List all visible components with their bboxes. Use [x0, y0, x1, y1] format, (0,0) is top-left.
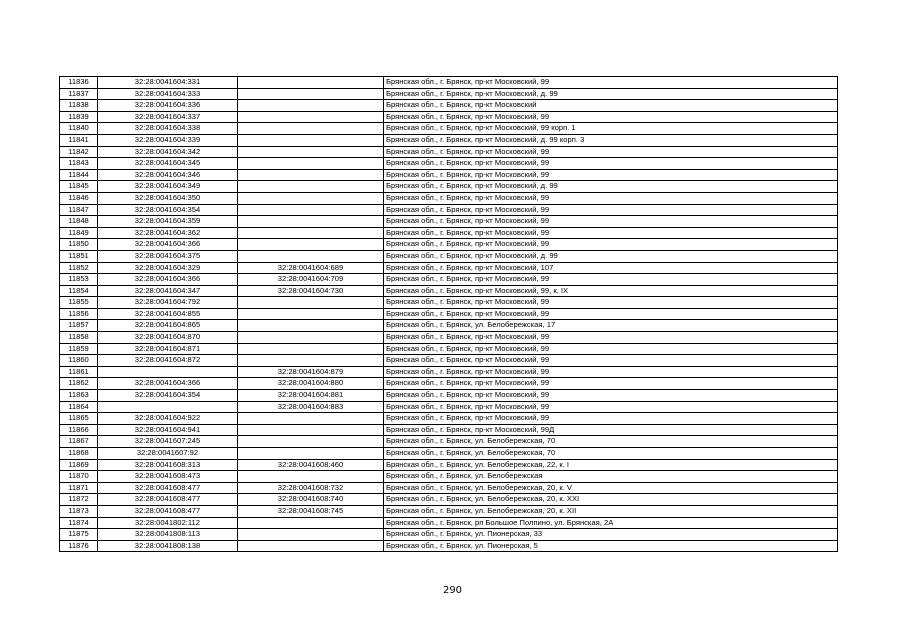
- table-row: [60, 482, 838, 494]
- address-cell: Брянская обл., г. Брянск, пр-кт Московский, 99Д: [384, 424, 838, 436]
- table-row: [60, 529, 838, 541]
- cadastral-number-cell: 32:28:0041604:362: [98, 227, 238, 239]
- related-cadastral-number-cell: [238, 436, 384, 448]
- related-cadastral-number-cell: [238, 517, 384, 529]
- cadastral-number-cell: 32:28:0041604:366: [98, 378, 238, 390]
- related-cadastral-number-cell: [238, 169, 384, 181]
- table-row: [60, 459, 838, 471]
- related-cadastral-number-cell: [238, 239, 384, 251]
- address-cell: Брянская обл., г. Брянск, ул. Белобережская, 17: [384, 320, 838, 332]
- cadastral-number-cell: 32:28:0041608:477: [98, 494, 238, 506]
- table-row: [60, 505, 838, 517]
- cadastral-number-cell: 32:28:0041604:345: [98, 158, 238, 170]
- address-cell: Брянская обл., г. Брянск, пр-кт Московский, 99: [384, 146, 838, 158]
- table-row: [60, 517, 838, 529]
- address-cell: Брянская обл., г. Брянск, пр-кт Московский, д. 99: [384, 88, 838, 100]
- table-row: [60, 181, 838, 193]
- cadastral-number-cell: 32:28:0041608:477: [98, 505, 238, 517]
- related-cadastral-number-cell: 32:28:0041608:460: [238, 459, 384, 471]
- cadastral-number-cell: 32:28:0041604:941: [98, 424, 238, 436]
- address-cell: Брянская обл., г. Брянск, пр-кт Московский, 107: [384, 262, 838, 274]
- page-number: 290: [442, 585, 463, 596]
- cadastral-number-cell: 32:28:0041604:855: [98, 308, 238, 320]
- row-number-cell: 11863: [60, 390, 98, 402]
- row-number-cell: 11838: [60, 100, 98, 112]
- row-number-cell: 11845: [60, 181, 98, 193]
- address-cell: Брянская обл., г. Брянск, пр-кт Московский, 99 корп. 1: [384, 123, 838, 135]
- table-row: [60, 262, 838, 274]
- table-row: [60, 471, 838, 483]
- related-cadastral-number-cell: [238, 424, 384, 436]
- cadastral-number-cell: 32:28:0041808:113: [98, 529, 238, 541]
- related-cadastral-number-cell: [238, 158, 384, 170]
- row-number-cell: 11842: [60, 146, 98, 158]
- row-number-cell: 11864: [60, 401, 98, 413]
- related-cadastral-number-cell: [238, 529, 384, 541]
- row-number-cell: 11857: [60, 320, 98, 332]
- related-cadastral-number-cell: 32:28:0041604:709: [238, 274, 384, 286]
- cadastral-number-cell: 32:28:0041604:870: [98, 332, 238, 344]
- row-number-cell: 11865: [60, 413, 98, 425]
- cadastral-number-cell: 32:28:0041604:375: [98, 250, 238, 262]
- related-cadastral-number-cell: [238, 88, 384, 100]
- related-cadastral-number-cell: [238, 250, 384, 262]
- related-cadastral-number-cell: [238, 204, 384, 216]
- table-row: [60, 88, 838, 100]
- row-number-cell: 11851: [60, 250, 98, 262]
- address-cell: Брянская обл., г. Брянск, пр-кт Московский, 99: [384, 390, 838, 402]
- related-cadastral-number-cell: 32:28:0041608:745: [238, 505, 384, 517]
- related-cadastral-number-cell: [238, 227, 384, 239]
- address-cell: Брянская обл., г. Брянск, пр-кт Московский, 99: [384, 274, 838, 286]
- row-number-cell: 11854: [60, 285, 98, 297]
- table-row: [60, 332, 838, 344]
- table-row: [60, 424, 838, 436]
- row-number-cell: 11841: [60, 134, 98, 146]
- table-row: [60, 285, 838, 297]
- cadastral-number-cell: 32:28:0041604:872: [98, 355, 238, 367]
- related-cadastral-number-cell: [238, 540, 384, 552]
- cadastral-number-cell: 32:28:0041802:112: [98, 517, 238, 529]
- address-cell: Брянская обл., г. Брянск, пр-кт Московский, 99: [384, 158, 838, 170]
- related-cadastral-number-cell: [238, 216, 384, 228]
- table-row: [60, 494, 838, 506]
- address-cell: Брянская обл., г. Брянск, пр-кт Московский, 99: [384, 227, 838, 239]
- related-cadastral-number-cell: [238, 297, 384, 309]
- table-row: [60, 134, 838, 146]
- row-number-cell: 11850: [60, 239, 98, 251]
- address-cell: Брянская обл., г. Брянск, ул. Белобережская, 70: [384, 448, 838, 460]
- table-row: [60, 540, 838, 552]
- address-cell: Брянская обл., г. Брянск, ул. Белобережская, 70: [384, 436, 838, 448]
- table-row: [60, 448, 838, 460]
- cadastral-number-cell: 32:28:0041604:350: [98, 192, 238, 204]
- address-cell: Брянская обл., г. Брянск, пр-кт Московский: [384, 100, 838, 112]
- cadastral-number-cell: [98, 366, 238, 378]
- cadastral-number-cell: 32:28:0041604:922: [98, 413, 238, 425]
- address-cell: Брянская обл., г. Брянск, пр-кт Московский, д. 99 корп. 3: [384, 134, 838, 146]
- row-number-cell: 11844: [60, 169, 98, 181]
- row-number-cell: 11867: [60, 436, 98, 448]
- table-row: [60, 436, 838, 448]
- address-cell: Брянская обл., г. Брянск, ул. Белобережская, 22, к. I: [384, 459, 838, 471]
- related-cadastral-number-cell: [238, 77, 384, 89]
- row-number-cell: 11849: [60, 227, 98, 239]
- table-row: [60, 204, 838, 216]
- table-row: [60, 192, 838, 204]
- table-row: [60, 239, 838, 251]
- cadastral-number-cell: 32:28:0041604:354: [98, 390, 238, 402]
- related-cadastral-number-cell: [238, 192, 384, 204]
- address-cell: Брянская обл., г. Брянск, ул. Пионерская, 5: [384, 540, 838, 552]
- cadastral-number-cell: 32:28:0041604:337: [98, 111, 238, 123]
- row-number-cell: 11869: [60, 459, 98, 471]
- row-number-cell: 11839: [60, 111, 98, 123]
- cadastral-number-cell: 32:28:0041608:473: [98, 471, 238, 483]
- row-number-cell: 11862: [60, 378, 98, 390]
- related-cadastral-number-cell: [238, 332, 384, 344]
- row-number-cell: 11871: [60, 482, 98, 494]
- row-number-cell: 11837: [60, 88, 98, 100]
- address-cell: Брянская обл., г. Брянск, пр-кт Московский, 99: [384, 297, 838, 309]
- related-cadastral-number-cell: 32:28:0041608:732: [238, 482, 384, 494]
- related-cadastral-number-cell: 32:28:0041604:881: [238, 390, 384, 402]
- cadastral-number-cell: 32:28:0041808:138: [98, 540, 238, 552]
- row-number-cell: 11872: [60, 494, 98, 506]
- address-cell: Брянская обл., г. Брянск, пр-кт Московский, д. 99: [384, 181, 838, 193]
- row-number-cell: 11866: [60, 424, 98, 436]
- cadastral-number-cell: 32:28:0041607:92: [98, 448, 238, 460]
- address-cell: Брянская обл., г. Брянск, ул. Белобережская: [384, 471, 838, 483]
- row-number-cell: 11856: [60, 308, 98, 320]
- row-number-cell: 11876: [60, 540, 98, 552]
- related-cadastral-number-cell: [238, 355, 384, 367]
- address-cell: Брянская обл., г. Брянск, пр-кт Московский, 99: [384, 308, 838, 320]
- related-cadastral-number-cell: [238, 134, 384, 146]
- row-number-cell: 11843: [60, 158, 98, 170]
- table-row: [60, 123, 838, 135]
- address-cell: Брянская обл., г. Брянск, пр-кт Московский, 99: [384, 239, 838, 251]
- table-row: [60, 146, 838, 158]
- cadastral-number-cell: 32:28:0041604:338: [98, 123, 238, 135]
- cadastral-number-cell: 32:28:0041604:865: [98, 320, 238, 332]
- cadastral-number-cell: 32:28:0041604:329: [98, 262, 238, 274]
- related-cadastral-number-cell: [238, 146, 384, 158]
- table-row: [60, 250, 838, 262]
- related-cadastral-number-cell: 32:28:0041608:740: [238, 494, 384, 506]
- address-cell: Брянская обл., г. Брянск, пр-кт Московский, 99: [384, 204, 838, 216]
- related-cadastral-number-cell: 32:28:0041604:880: [238, 378, 384, 390]
- row-number-cell: 11840: [60, 123, 98, 135]
- row-number-cell: 11859: [60, 343, 98, 355]
- address-cell: Брянская обл., г. Брянск, ул. Белобережская, 20, к. XII: [384, 505, 838, 517]
- cadastral-number-cell: 32:28:0041604:871: [98, 343, 238, 355]
- address-cell: Брянская обл., г. Брянск, пр-кт Московский, 99: [384, 355, 838, 367]
- address-cell: Брянская обл., г. Брянск, пр-кт Московский, 99: [384, 169, 838, 181]
- row-number-cell: 11846: [60, 192, 98, 204]
- row-number-cell: 11847: [60, 204, 98, 216]
- address-cell: Брянская обл., г. Брянск, ул. Белобережская, 20, к. V: [384, 482, 838, 494]
- related-cadastral-number-cell: 32:28:0041604:879: [238, 366, 384, 378]
- cadastral-number-cell: 32:28:0041604:354: [98, 204, 238, 216]
- related-cadastral-number-cell: [238, 413, 384, 425]
- cadastral-number-cell: 32:28:0041604:333: [98, 88, 238, 100]
- cadastral-number-cell: 32:28:0041604:347: [98, 285, 238, 297]
- related-cadastral-number-cell: [238, 308, 384, 320]
- related-cadastral-number-cell: [238, 320, 384, 332]
- address-cell: Брянская обл., г. Брянск, ул. Белобережская, 20, к. XXI: [384, 494, 838, 506]
- address-cell: Брянская обл., г. Брянск, пр-кт Московский, 99: [384, 192, 838, 204]
- cadastral-number-cell: 32:28:0041604:366: [98, 274, 238, 286]
- table-row: [60, 100, 838, 112]
- table-row: [60, 274, 838, 286]
- cadastral-number-cell: 32:28:0041604:331: [98, 77, 238, 89]
- related-cadastral-number-cell: [238, 100, 384, 112]
- related-cadastral-number-cell: 32:28:0041604:689: [238, 262, 384, 274]
- row-number-cell: 11861: [60, 366, 98, 378]
- cadastral-number-cell: 32:28:0041604:342: [98, 146, 238, 158]
- address-cell: Брянская обл., г. Брянск, пр-кт Московский, 99: [384, 401, 838, 413]
- table-row: [60, 77, 838, 89]
- table-row: [60, 216, 838, 228]
- table-row: [60, 343, 838, 355]
- address-cell: Брянская обл., г. Брянск, пр-кт Московский, 99, к. IX: [384, 285, 838, 297]
- address-cell: Брянская обл., г. Брянск, пр-кт Московский, 99: [384, 343, 838, 355]
- related-cadastral-number-cell: [238, 111, 384, 123]
- row-number-cell: 11852: [60, 262, 98, 274]
- row-number-cell: 11868: [60, 448, 98, 460]
- address-cell: Брянская обл., г. Брянск, пр-кт Московский, д. 99: [384, 250, 838, 262]
- row-number-cell: 11858: [60, 332, 98, 344]
- row-number-cell: 11860: [60, 355, 98, 367]
- address-cell: Брянская обл., г. Брянск, пр-кт Московский, 99: [384, 413, 838, 425]
- row-number-cell: 11848: [60, 216, 98, 228]
- cadastral-number-cell: 32:28:0041604:336: [98, 100, 238, 112]
- row-number-cell: 11873: [60, 505, 98, 517]
- cadastral-number-cell: 32:28:0041604:346: [98, 169, 238, 181]
- cadastral-table: [59, 76, 838, 552]
- table-row: [60, 227, 838, 239]
- related-cadastral-number-cell: [238, 448, 384, 460]
- address-cell: Брянская обл., г. Брянск, пр-кт Московский, 99: [384, 77, 838, 89]
- address-cell: Брянская обл., г. Брянск, пр-кт Московский, 99: [384, 111, 838, 123]
- cadastral-number-cell: [98, 401, 238, 413]
- table-row: [60, 390, 838, 402]
- cadastral-number-cell: 32:28:0041607:245: [98, 436, 238, 448]
- related-cadastral-number-cell: [238, 181, 384, 193]
- cadastral-number-cell: 32:28:0041604:792: [98, 297, 238, 309]
- table-row: [60, 401, 838, 413]
- table-row: [60, 111, 838, 123]
- cadastral-number-cell: 32:28:0041604:339: [98, 134, 238, 146]
- cadastral-table-body: [60, 77, 838, 552]
- related-cadastral-number-cell: [238, 471, 384, 483]
- address-cell: Брянская обл., г. Брянск, рп Большое Полпино, ул. Брянская, 2А: [384, 517, 838, 529]
- cadastral-number-cell: 32:28:0041608:477: [98, 482, 238, 494]
- related-cadastral-number-cell: 32:28:0041604:730: [238, 285, 384, 297]
- table-row: [60, 158, 838, 170]
- table-row: [60, 413, 838, 425]
- row-number-cell: 11855: [60, 297, 98, 309]
- related-cadastral-number-cell: 32:28:0041604:883: [238, 401, 384, 413]
- cadastral-number-cell: 32:28:0041604:366: [98, 239, 238, 251]
- table-row: [60, 169, 838, 181]
- table-row: [60, 378, 838, 390]
- cadastral-number-cell: 32:28:0041604:359: [98, 216, 238, 228]
- row-number-cell: 11874: [60, 517, 98, 529]
- row-number-cell: 11836: [60, 77, 98, 89]
- address-cell: Брянская обл., г. Брянск, пр-кт Московский, 99: [384, 366, 838, 378]
- address-cell: Брянская обл., г. Брянск, пр-кт Московский, 99: [384, 378, 838, 390]
- table-row: [60, 366, 838, 378]
- related-cadastral-number-cell: [238, 123, 384, 135]
- row-number-cell: 11875: [60, 529, 98, 541]
- table-row: [60, 355, 838, 367]
- table-row: [60, 308, 838, 320]
- row-number-cell: 11853: [60, 274, 98, 286]
- cadastral-number-cell: 32:28:0041608:313: [98, 459, 238, 471]
- related-cadastral-number-cell: [238, 343, 384, 355]
- address-cell: Брянская обл., г. Брянск, пр-кт Московский, 99: [384, 216, 838, 228]
- address-cell: Брянская обл., г. Брянск, ул. Пионерская, 33: [384, 529, 838, 541]
- cadastral-number-cell: 32:28:0041604:349: [98, 181, 238, 193]
- row-number-cell: 11870: [60, 471, 98, 483]
- table-row: [60, 320, 838, 332]
- address-cell: Брянская обл., г. Брянск, пр-кт Московский, 99: [384, 332, 838, 344]
- table-row: [60, 297, 838, 309]
